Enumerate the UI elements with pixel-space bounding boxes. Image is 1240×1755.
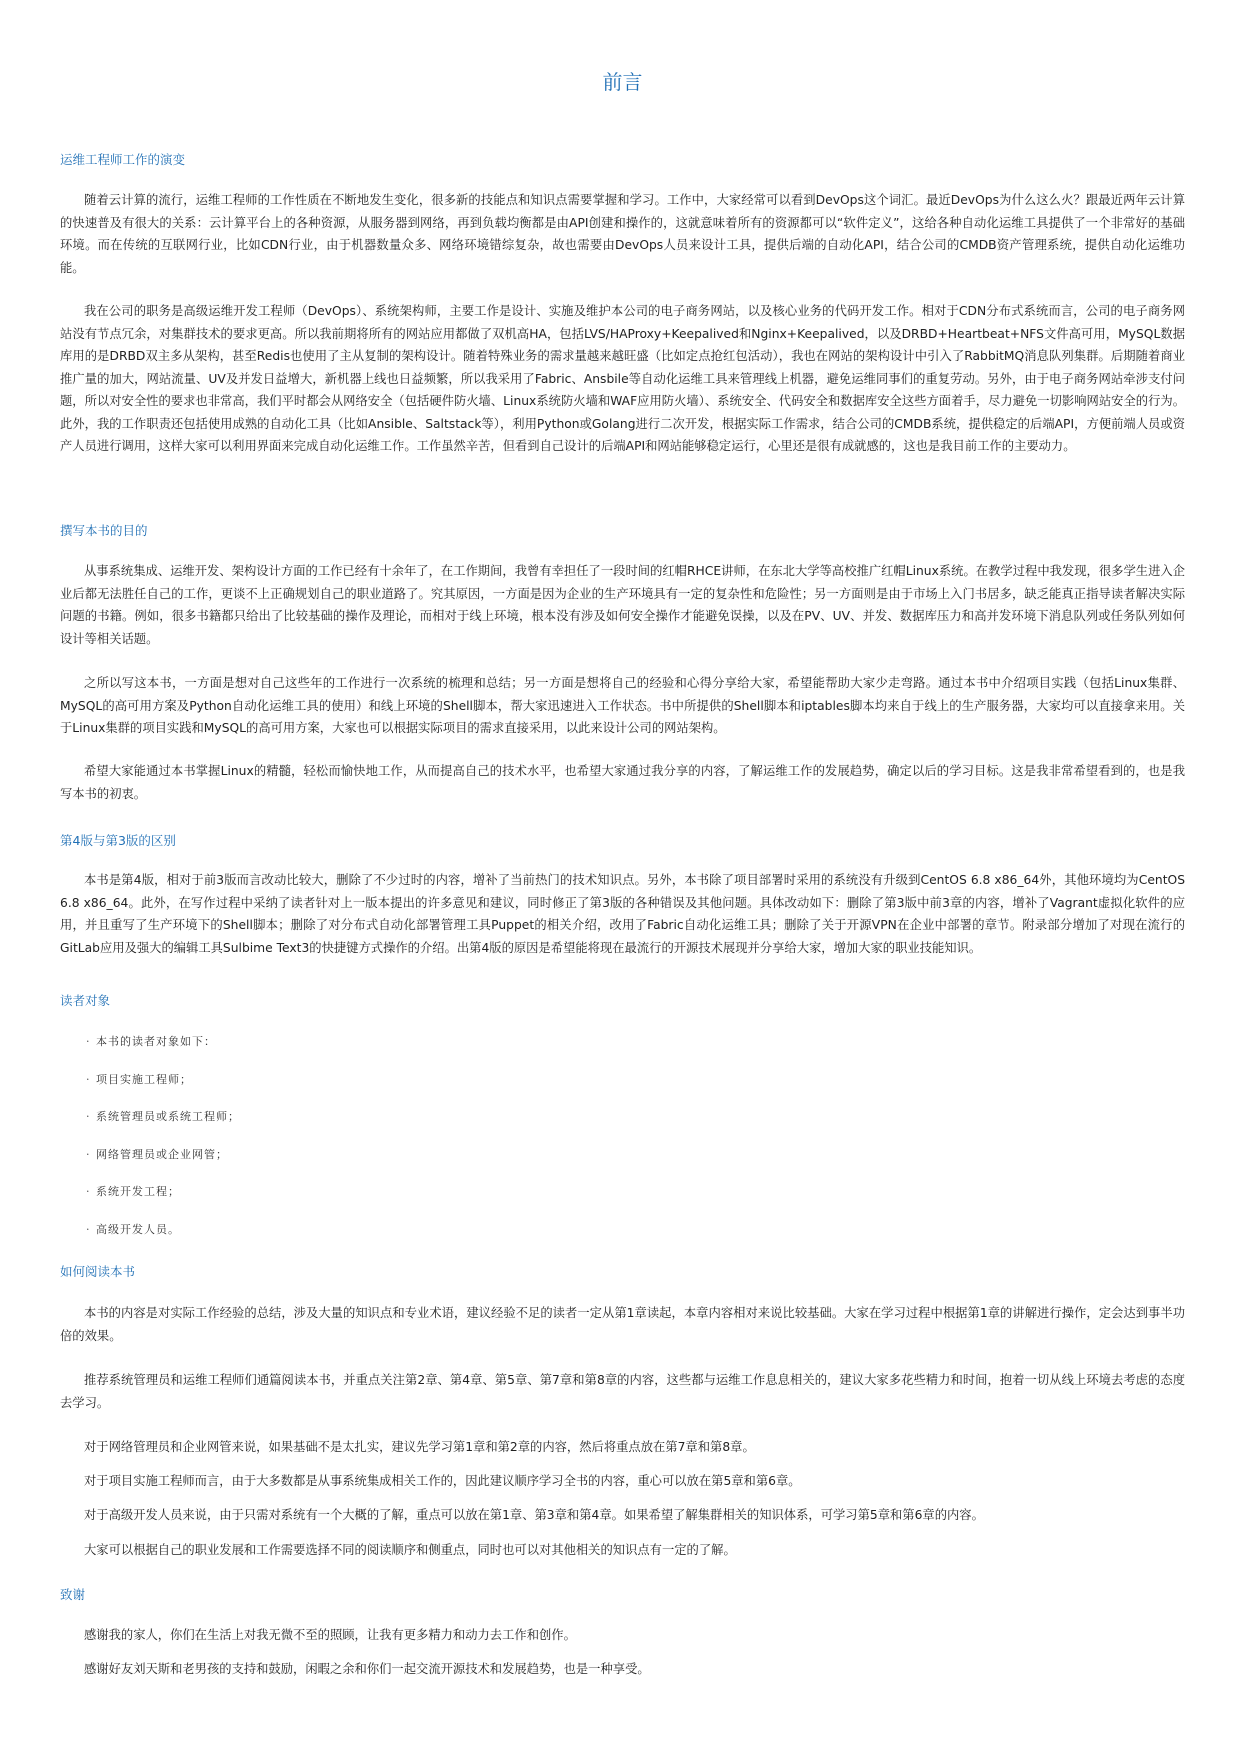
paragraph: 对于网络管理员和企业网管来说，如果基础不是太扎实，建议先学习第1章和第2章的内容，然后将重点放在第7章和第8章。 <box>84 1440 755 1454</box>
list-item-text: 网络管理员或企业网管； <box>96 1147 228 1161</box>
paragraph: 对于高级开发人员来说，由于只需对系统有一个大概的了解，重点可以放在第1章、第3章和第4章。如果希望了解集群相关的知识体系，可学习第5章和第6章的内容。 <box>84 1508 984 1522</box>
bullet-icon: · <box>86 1035 91 1048</box>
audience-list <box>86 1034 240 1259</box>
bullet-icon: · <box>86 1072 91 1086</box>
section-heading-purpose: 撰写本书的目的 <box>60 523 148 538</box>
paragraph: 之所以写这本书，一方面是想对自己这些年的工作进行一次系统的梳理和总结；另一方面是想将自己的经验和心得分享给大家，希望能帮助大家少走弯路。通过本书中介绍项目实践（包括Linux集群、MySQL的高可用方案及Python自动化运维工具的使用）和线上环境的Shell脚本，帮大家迅速进入工作状态。书中所提供的Shell脚本和iptables脚本均来自于线上的生产服务器，大家均可以直接拿来用。关于Linux集群的项目实践和MySQL的高可用方案，大家也可以根据实际项目的需求直接采用，以此来设计公司的网站架构。 <box>60 676 1185 735</box>
list-item <box>86 1034 240 1072</box>
paragraph: 随着云计算的流行，运维工程师的工作性质在不断地发生变化，很多新的技能点和知识点需要掌握和学习。工作中，大家经常可以看到DevOps这个词汇。最近DevOps为什么这么火？跟最近两年云计算的快速普及有很大的关系：云计算平台上的各种资源，从服务器到网络，再到负载均衡都是由API创建和操作的，这就意味着所有的资源都可以“软件定义”，这给各种自动化运维工具提供了一个非常好的基础环境。而在传统的互联网行业，比如CDN行业，由于机器数量众多、网络环境错综复杂，故也需要由DevOps人员来设计工具，提供后端的自动化API，结合公司的CMDB资产管理系统，提供自动化运维功能。 <box>60 193 1185 275</box>
bullet-icon: · <box>86 1222 91 1236</box>
section-heading-evolution: 运维工程师工作的演变 <box>60 152 186 167</box>
section-heading-acknowledgements: 致谢 <box>60 1587 86 1602</box>
document-page <box>60 0 1185 1676</box>
paragraph: 大家可以根据自己的职业发展和工作需要选择不同的阅读顺序和侧重点，同时也可以对其他相关的知识点有一定的了解。 <box>84 1543 736 1557</box>
paragraph: 本书的内容是对实际工作经验的总结，涉及大量的知识点和专业术语，建议经验不足的读者一定从第1章读起，本章内容相对来说比较基础。大家在学习过程中根据第1章的讲解进行操作，定会达到事半功倍的效果。 <box>60 1306 1185 1343</box>
bullet-icon: · <box>86 1185 91 1198</box>
list-item-text: 本书的读者对象如下： <box>96 1035 216 1048</box>
paragraph: 对于项目实施工程师而言，由于大多数都是从事系统集成相关工作的，因此建议顺序学习全书的内容，重心可以放在第5章和第6章。 <box>84 1474 801 1488</box>
list-item <box>86 1222 240 1260</box>
bullet-icon: · <box>86 1147 91 1161</box>
list-item <box>86 1147 240 1185</box>
paragraph: 感谢好友刘天斯和老男孩的支持和鼓励，闲暇之余和你们一起交流开源技术和发展趋势，也是一种享受。 <box>84 1662 650 1676</box>
section-heading-how-to-read: 如何阅读本书 <box>60 1264 136 1279</box>
list-item <box>86 1184 240 1222</box>
paragraph: 推荐系统管理员和运维工程师们通篇阅读本书，并重点关注第2章、第4章、第5章、第7章和第8章的内容，这些都与运维工作息息相关的，建议大家多花些精力和时间，抱着一切从线上环境去考虑的态度去学习。 <box>60 1373 1185 1410</box>
paragraph: 从事系统集成、运维开发、架构设计方面的工作已经有十余年了，在工作期间，我曾有幸担任了一段时间的红帽RHCE讲师，在东北大学等高校推广红帽Linux系统。在教学过程中我发现，很多学生进入企业后都无法胜任自己的工作，更谈不上正确规划自己的职业道路了。究其原因，一方面是因为企业的生产环境具有一定的复杂性和危险性；另一方面则是由于市场上入门书居多，缺乏能真正指导读者解决实际问题的书籍。例如，很多书籍都只给出了比较基础的操作及理论，而相对于线上环境，根本没有涉及如何安全操作才能避免误操，以及在PV、UV、并发、数据库压力和高并发环境下消息队列或任务队列如何设计等相关话题。 <box>60 564 1185 646</box>
paragraph: 本书是第4版，相对于前3版而言改动比较大，删除了不少过时的内容，增补了当前热门的技术知识点。另外，本书除了项目部署时采用的系统没有升级到CentOS 6.8 x86_64外，其他环境均为CentOS 6.8 x86_64。此外，在写作过程中采纳了读者针对上一版本提出的许多意见和建议，同时修正了第3版的各种错误及其他问题。具体改动如下：删除了第3版中前3章的内容，增补了Vagrant虚拟化软件的应用，并且重写了生产环境下的Shell脚本；删除了对分布式自动化部署管理工具Puppet的相关介绍，改用了Fabric自动化运维工具；删除了关于开源VPN在企业中部署的章节。附录部分增加了对现在流行的GitLab应用及强大的编辑工具Sulbime Text3的快捷键方式操作的介绍。出第4版的原因是希望能将现在最流行的开源技术展现并分享给大家，增加大家的职业技能知识。 <box>60 873 1185 955</box>
list-item <box>86 1072 240 1110</box>
bullet-icon: · <box>86 1110 91 1123</box>
paragraph: 我在公司的职务是高级运维开发工程师（DevOps）、系统架构师，主要工作是设计、实施及维护本公司的电子商务网站，以及核心业务的代码开发工作。相对于CDN分布式系统而言，公司的电子商务网站没有节点冗余，对集群技术的要求更高。所以我前期将所有的网站应用都做了双机高HA，包括LVS/HAProxy+Keepalived和Nginx+Keepalived，以及DRBD+Heartbeat+NFS文件高可用，MySQL数据库用的是DRBD双主多从架构，甚至Redis也使用了主从复制的架构设计。随着特殊业务的需求量越来越旺盛（比如定点抢红包活动），我也在网站的架构设计中引入了RabbitMQ消息队列集群。后期随着商业推广量的加大，网站流量、UV及并发日益增大，新机器上线也日益频繁，所以我采用了Fabric、Ansbile等自动化运维工具来管理线上机器，避免运维同事们的重复劳动。另外，由于电子商务网站牵涉支付问题，所以对安全性的要求也非常高，我们平时都会从网络安全（包括硬件防火墙、Linux系统防火墙和WAF应用防火墙）、系统安全、代码安全和数据库安全这些方面着手，尽力避免一切影响网站安全的行为。此外，我的工作职责还包括使用成熟的自动化工具（比如Ansible、Saltstack等），利用Python或Golang进行二次开发，根据实际工作需求，结合公司的CMDB系统，提供稳定的后端API，方便前端人员或资产人员进行调用，这样大家可以利用界面来完成自动化运维工作。工作虽然辛苦，但看到自己设计的后端API和网站能够稳定运行，心里还是很有成就感的，这也是我目前工作的主要动力。 <box>60 304 1185 453</box>
paragraph: 感谢我的家人，你们在生活上对我无微不至的照顾，让我有更多精力和动力去工作和创作。 <box>84 1628 576 1642</box>
list-item-text: 高级开发人员。 <box>96 1222 180 1236</box>
list-item-text: 项目实施工程师； <box>96 1072 192 1086</box>
list-item <box>86 1109 240 1147</box>
list-item-text: 系统开发工程； <box>96 1185 180 1198</box>
section-heading-differences: 第4版与第3版的区别 <box>60 833 176 848</box>
list-item-text: 系统管理员或系统工程师； <box>96 1110 240 1123</box>
paragraph: 希望大家能通过本书掌握Linux的精髓，轻松而愉快地工作，从而提高自己的技术水平，也希望大家通过我分享的内容，了解运维工作的发展趋势，确定以后的学习目标。这是我非常希望看到的，也是我写本书的初衷。 <box>60 764 1185 801</box>
section-heading-audience: 读者对象 <box>60 993 111 1008</box>
page-title: 前言 <box>602 70 643 94</box>
